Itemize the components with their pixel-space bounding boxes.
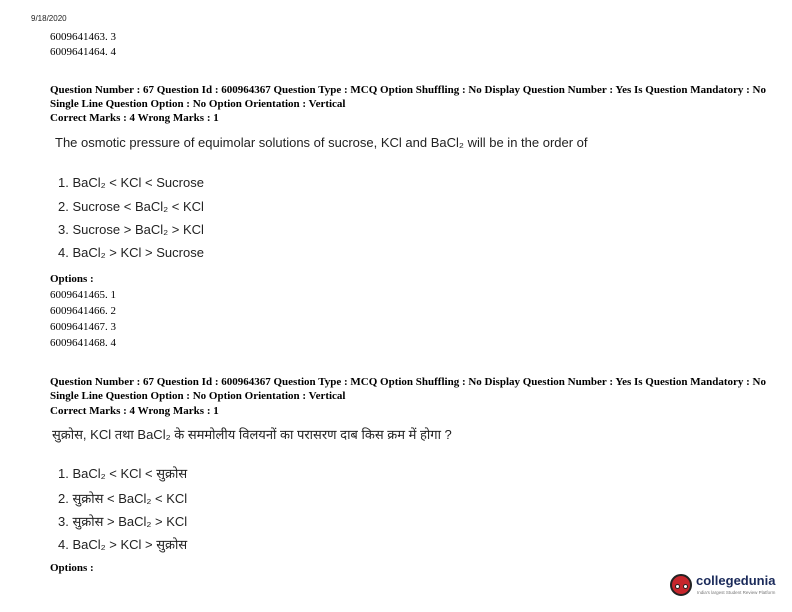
answer-choice-hi-3: 3. सुक्रोस > BaCl₂ > KCl [58,514,188,529]
logo-tagline: India's largest Student Review Platform [697,590,776,595]
question-text-1: The osmotic pressure of equimolar solutions of sucrose, KCl and BaCl₂ will be in the order of [55,135,588,150]
answer-choice-hi-1: 1. BaCl₂ < KCl < सुक्रोस [58,466,188,481]
answer-choice-2: 2. Sucrose < BaCl₂ < KCl [58,199,204,214]
option-id-1: 6009641465. 1 [50,289,116,301]
option-id-4: 6009641468. 4 [50,337,116,349]
answer-choice-hi-2: 2. सुक्रोस < BaCl₂ < KCl [58,491,188,506]
answer-choice-3: 3. Sucrose > BaCl₂ > KCl [58,222,204,237]
options-heading-1: Options : [50,273,94,285]
prev-option-2: 6009641464. 4 [50,46,116,58]
question-meta-1: Question Number : 67 Question Id : 600964367 Question Type : MCQ Option Shuffling : No Display Question Number : Yes Is Question Mandatory : No Single Line Question Option : No Option Orientation : Vertical [50,84,766,110]
logo-name: collegedunia [696,573,776,588]
question-meta-2: Question Number : 67 Question Id : 600964367 Question Type : MCQ Option Shuffling : No Display Question Number : Yes Is Question Mandatory : No Single Line Question Option : No Option Orientation : Vertical [50,376,766,402]
answer-choice-hi-4: 4. BaCl₂ > KCl > सुक्रोस [58,537,188,552]
answer-choice-4: 4. BaCl₂ > KCl > Sucrose [58,245,204,260]
prev-option-1: 6009641463. 3 [50,31,116,43]
question-marks-2: Correct Marks : 4 Wrong Marks : 1 [50,405,219,417]
collegedunia-logo [670,572,778,602]
option-id-3: 6009641467. 3 [50,321,116,333]
answer-choice-1: 1. BaCl₂ < KCl < Sucrose [58,175,204,190]
print-date: 9/18/2020 [31,14,67,23]
option-id-2: 6009641466. 2 [50,305,116,317]
options-heading-2: Options : [50,562,94,574]
question-marks-1: Correct Marks : 4 Wrong Marks : 1 [50,112,219,124]
question-text-2: सुक्रोस, KCl तथा BaCl₂ के सममोलीय विलयनों का परासरण दाब किस क्रम में होगा ? [52,427,452,442]
mascot-icon [670,574,692,596]
